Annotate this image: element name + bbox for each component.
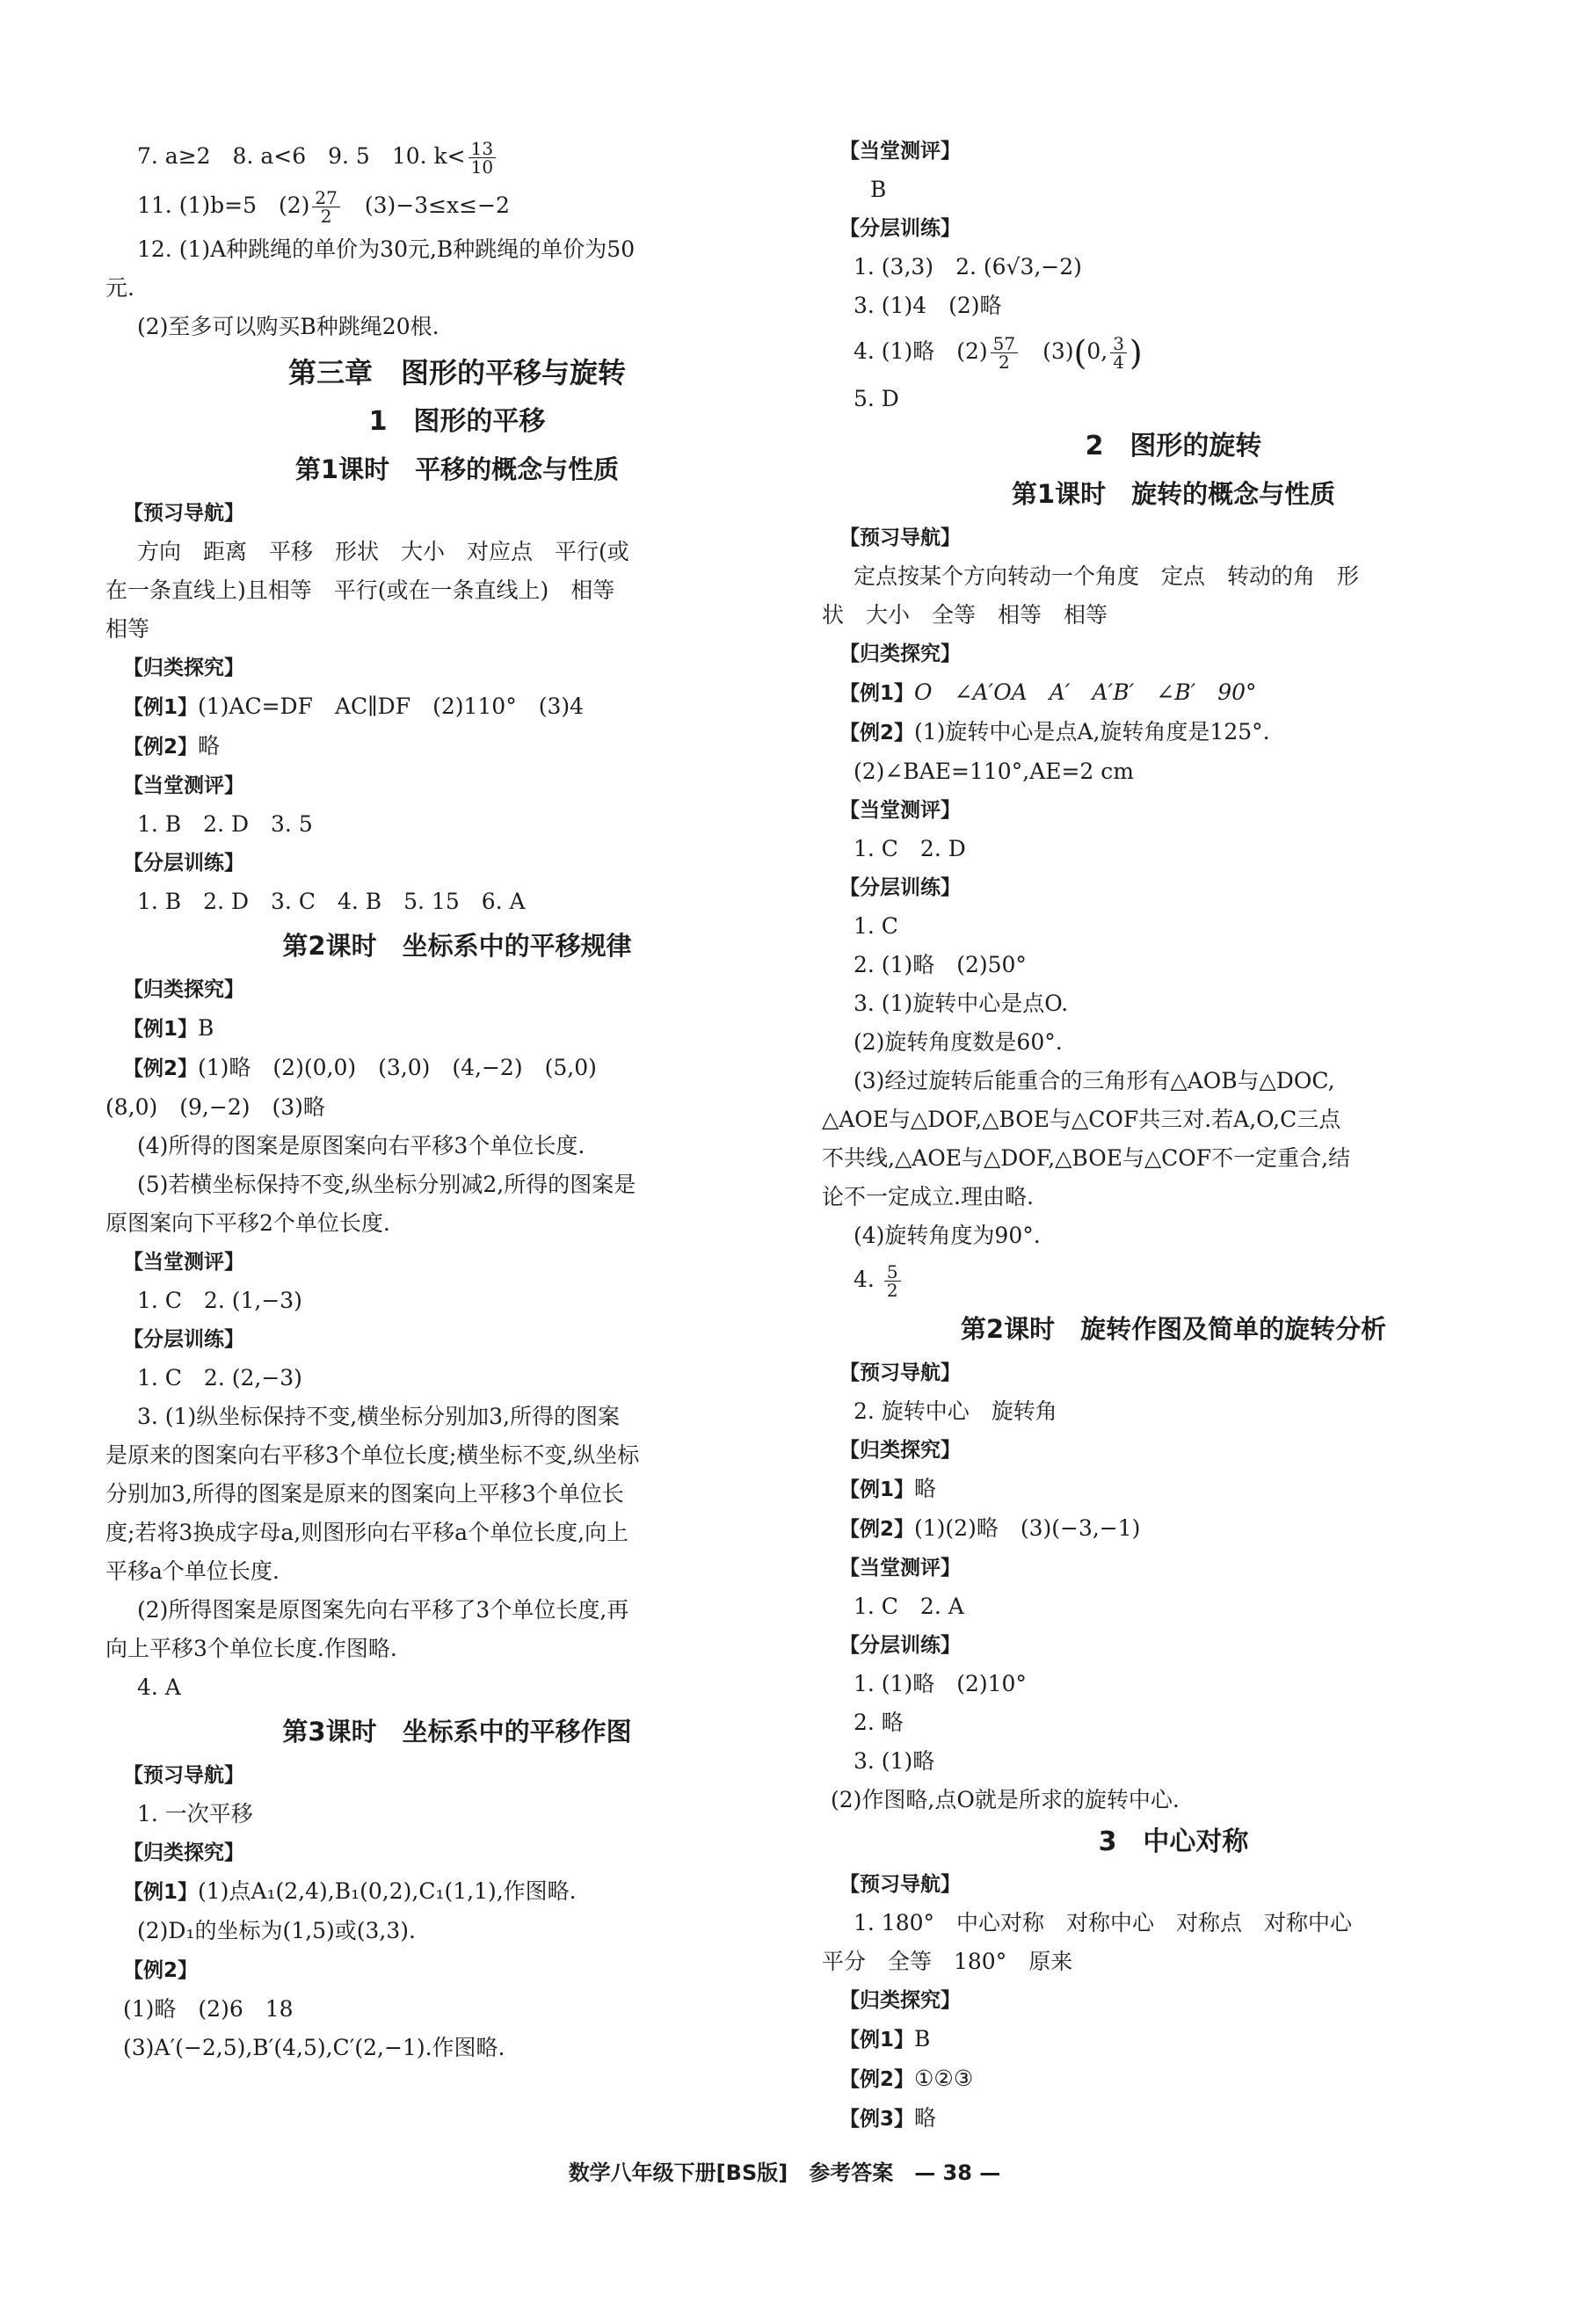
example-line — [105, 1009, 809, 1049]
example-text: 略 — [914, 1475, 937, 1501]
example-line — [822, 2059, 1525, 2099]
example-line — [822, 2099, 1525, 2139]
section-title: 2 图形的旋转 — [1085, 430, 1262, 461]
answer-line: 定点按某个方向转动一个角度 定点 转动的角 形 — [854, 563, 1360, 589]
answer-text: 4. (1)略 (2) — [854, 338, 988, 364]
answer-text: (3)−3≤x≤−2 — [342, 192, 510, 218]
denominator: 2 — [998, 352, 1010, 373]
answer-line: (5)若横坐标保持不变,纵坐标分别减2,所得的图案是 — [137, 1172, 636, 1197]
answer-line: 1. C 2. (2,−3) — [137, 1365, 302, 1391]
example-text: (1)(2)略 (3)(−3,−1) — [914, 1514, 1141, 1541]
numerator: 3 — [1110, 335, 1127, 353]
example-label: 【例2】 — [123, 1959, 199, 1982]
answer-line: (4)旋转角度为90°. — [854, 1222, 1041, 1248]
section-tag: 【分层训练】 — [123, 1328, 244, 1351]
example-label: 【例2】 — [123, 1057, 199, 1080]
example-text: (1)旋转中心是点A,旋转角度是125°. — [914, 718, 1270, 744]
right-column — [822, 132, 1525, 2139]
example-line — [105, 1872, 809, 1912]
answer-text: 4. — [854, 1266, 882, 1292]
fraction — [469, 140, 496, 176]
numerator: 13 — [469, 140, 496, 158]
example-label: 【例1】 — [123, 1881, 199, 1904]
example-line — [105, 727, 809, 766]
answer-line: 1. B 2. D 3. 5 — [137, 811, 313, 837]
example-line — [105, 687, 809, 727]
section-tag: 【分层训练】 — [123, 852, 244, 875]
answer-line: (4)所得的图案是原图案向右平移3个单位长度. — [137, 1133, 585, 1158]
numerator: 57 — [991, 335, 1018, 353]
section-tag: 【归类探究】 — [123, 978, 244, 1001]
section-tag: 【当堂测评】 — [839, 1556, 961, 1580]
section-tag: 【归类探究】 — [123, 1841, 244, 1864]
page-footer: 数学八年级下册[BS版] 参考答案 — 38 — — [568, 2161, 1001, 2185]
answer-line: 1. 180° 中心对称 对称中心 对称点 对称中心 — [854, 1909, 1353, 1935]
answer-line: 1. (3,3) 2. (6√3,−2) — [854, 254, 1082, 280]
example-label: 【例2】 — [839, 721, 915, 744]
denominator: 10 — [470, 156, 494, 178]
answer-line: 3. (1)旋转中心是点O. — [854, 990, 1069, 1016]
section-tag: 【分层训练】 — [839, 875, 961, 899]
example-text: 略 — [914, 2104, 937, 2131]
lesson-title: 第2课时 坐标系中的平移规律 — [282, 931, 632, 961]
fraction — [312, 189, 339, 225]
answer-line: (2)旋转角度数是60°. — [854, 1028, 1063, 1055]
answer-line — [105, 181, 809, 230]
answer-line: 在一条直线上)且相等 平行(或在一条直线上) 相等 — [105, 577, 615, 603]
answer-line: 1. C 2. D — [854, 835, 966, 861]
example-label: 【例1】 — [839, 2028, 915, 2052]
answer-text: 7. a≥2 8. a<6 9. 5 10. k< — [137, 143, 466, 169]
answer-text: (3) — [1021, 338, 1074, 364]
answer-line: 12. (1)A种跳绳的单价为30元,B种跳绳的单价为50 — [137, 236, 636, 262]
answer-line: (2)作图略,点O就是所求的旋转中心. — [831, 1786, 1180, 1812]
answer-line: 1. B 2. D 3. C 4. B 5. 15 6. A — [137, 889, 526, 914]
answer-line: 平分 全等 180° 原来 — [822, 1948, 1073, 1974]
example-text: 略 — [198, 733, 221, 759]
section-tag: 【分层训练】 — [839, 217, 961, 240]
section-tag: 【当堂测评】 — [123, 1251, 244, 1274]
answer-line — [822, 325, 1525, 380]
section-tag: 【预习导航】 — [123, 502, 244, 525]
denominator: 2 — [320, 206, 332, 227]
section-tag: 【预习导航】 — [839, 1361, 961, 1384]
answer-line: 4. A — [137, 1674, 181, 1700]
answer-line: 1. C — [854, 912, 898, 939]
answer-line: (2)D₁的坐标为(1,5)或(3,3). — [137, 1918, 416, 1943]
section-tag: 【分层训练】 — [839, 1633, 961, 1657]
numerator: 5 — [884, 1263, 901, 1282]
answer-line: 相等 — [105, 616, 150, 642]
answer-line: 3. (1)纵坐标保持不变,横坐标分别加3,所得的图案 — [137, 1404, 621, 1429]
section-tag: 【归类探究】 — [123, 657, 244, 679]
example-text: (1)点A₁(2,4),B₁(0,2),C₁(1,1),作图略. — [198, 1878, 577, 1904]
section-tag: 【当堂测评】 — [839, 798, 961, 822]
example-label: 【例3】 — [839, 2107, 915, 2131]
example-label: 【例2】 — [839, 2067, 915, 2091]
section-tag: 【预习导航】 — [839, 526, 961, 549]
fraction — [991, 335, 1018, 371]
denominator: 2 — [886, 1279, 898, 1301]
answer-line: (3)A′(−2,5),B′(4,5),C′(2,−1).作图略. — [123, 2035, 505, 2060]
answer-line: (2)所得图案是原图案先向右平移了3个单位长度,再 — [137, 1597, 629, 1623]
numerator: 27 — [312, 189, 339, 207]
answer-line: 2. 略 — [854, 1709, 904, 1735]
answer-line: 2. (1)略 (2)50° — [854, 951, 1027, 977]
fraction — [1110, 335, 1127, 371]
answer-line — [822, 1255, 1525, 1304]
example-text: ①②③ — [914, 2065, 974, 2091]
section-tag: 【归类探究】 — [839, 642, 961, 665]
answer-line: 1. C 2. A — [854, 1593, 964, 1619]
answer-line: 平移a个单位长度. — [105, 1558, 280, 1584]
example-label: 【例1】 — [123, 1018, 199, 1041]
lesson-title: 第2课时 旋转作图及简单的旋转分析 — [960, 1313, 1387, 1344]
left-paren: ( — [1073, 333, 1087, 373]
answer-line: 1. C 2. (1,−3) — [137, 1288, 302, 1313]
section-title: 1 图形的平移 — [368, 406, 546, 437]
answer-line: 不共线,△AOE与△DOF,△BOE与△COF不一定重合,结 — [822, 1144, 1351, 1171]
answer-line: 度;若将3换成字母a,则图形向右平移a个单位长度,向上 — [105, 1520, 629, 1545]
example-text: B — [198, 1015, 214, 1041]
section-tag: 【当堂测评】 — [123, 774, 244, 797]
example-text: (1)略 (2)(0,0) (3,0) (4,−2) (5,0) — [198, 1055, 597, 1080]
answer-line — [105, 132, 809, 181]
answer-line: 论不一定成立.理由略. — [822, 1183, 1034, 1209]
section-tag: 【预习导航】 — [839, 1872, 961, 1896]
answer-line: △AOE与△DOF,△BOE与△COF共三对.若A,O,C三点 — [822, 1106, 1341, 1132]
example-label: 【例1】 — [839, 1478, 915, 1501]
example-line — [822, 1470, 1525, 1509]
section-tag: 【当堂测评】 — [839, 140, 961, 163]
answer-line: (2)至多可以购买B种跳绳20根. — [137, 314, 439, 339]
lesson-title: 第3课时 坐标系中的平移作图 — [282, 1717, 632, 1747]
answer-line: (1)略 (2)6 18 — [123, 1996, 294, 2022]
section-title: 3 中心对称 — [1098, 1826, 1249, 1857]
lesson-title: 第1课时 旋转的概念与性质 — [1011, 478, 1336, 509]
answer-text: 11. (1)b=5 (2) — [137, 192, 310, 218]
left-column — [105, 132, 809, 2067]
answer-line: 元. — [105, 275, 134, 301]
section-tag: 【归类探究】 — [839, 1438, 961, 1462]
answer-text: 0, — [1086, 338, 1108, 364]
answer-line: 5. D — [854, 385, 899, 411]
example-text: B — [914, 2025, 931, 2052]
answer-line: (2)∠BAE=110°,AE=2 cm — [854, 758, 1134, 784]
example-line — [822, 713, 1525, 752]
right-paren: ) — [1129, 333, 1143, 373]
example-line — [105, 1049, 809, 1088]
example-line — [105, 1950, 809, 1990]
denominator: 4 — [1113, 352, 1124, 373]
answer-line: 分别加3,所得的图案是原来的图案向上平移3个单位长 — [105, 1481, 624, 1507]
answer-line: 原图案向下平移2个单位长度. — [105, 1210, 390, 1236]
answer-line: 3. (1)略 — [854, 1747, 935, 1774]
chapter-title: 第三章 图形的平移与旋转 — [287, 356, 626, 389]
example-label: 【例2】 — [123, 736, 199, 759]
example-label: 【例1】 — [839, 681, 915, 705]
fraction — [884, 1260, 901, 1301]
answer-line: 1. 一次平移 — [137, 1801, 253, 1827]
answer-line: 方向 距离 平移 形状 大小 对应点 平行(或 — [137, 539, 629, 564]
section-tag: 【预习导航】 — [123, 1764, 244, 1787]
section-tag: 【归类探究】 — [839, 1988, 961, 2012]
lesson-title: 第1课时 平移的概念与性质 — [294, 454, 620, 484]
answer-line: 向上平移3个单位长度.作图略. — [105, 1636, 397, 1661]
answer-line: 1. (1)略 (2)10° — [854, 1670, 1027, 1696]
example-label: 【例2】 — [839, 1517, 915, 1541]
answer-line: (3)经过旋转后能重合的三角形有△AOB与△DOC, — [854, 1067, 1335, 1093]
example-text: (1)AC=DF AC∥DF (2)110° (3)4 — [198, 694, 585, 719]
example-line — [822, 673, 1525, 713]
answer-line: B — [870, 177, 887, 202]
answer-line: 3. (1)4 (2)略 — [854, 293, 1002, 318]
answer-line: 状 大小 全等 相等 相等 — [822, 601, 1108, 628]
example-line — [822, 2020, 1525, 2059]
example-text: O ∠A′OA A′ A′B′ ∠B′ 90° — [914, 679, 1257, 705]
answer-line: 2. 旋转中心 旋转角 — [854, 1398, 1057, 1424]
example-line — [822, 1509, 1525, 1549]
answer-line: (8,0) (9,−2) (3)略 — [105, 1094, 325, 1120]
example-label: 【例1】 — [123, 696, 199, 719]
answer-line: 是原来的图案向右平移3个单位长度;横坐标不变,纵坐标 — [105, 1442, 640, 1468]
